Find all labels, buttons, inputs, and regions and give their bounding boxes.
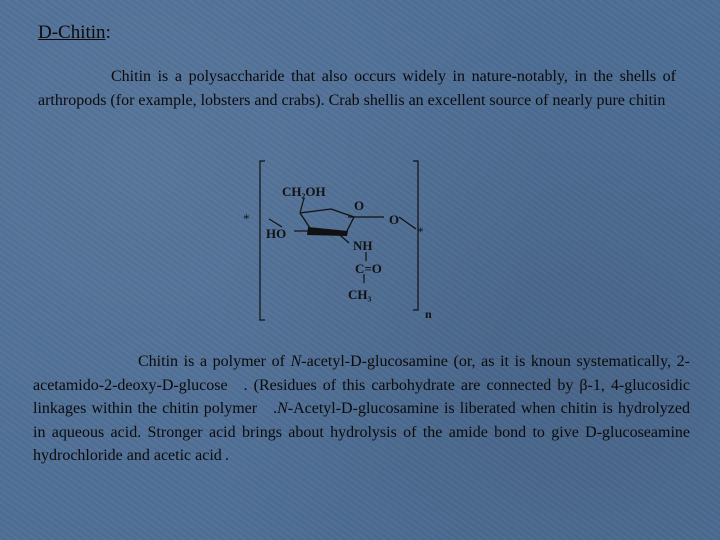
description-paragraph [33,350,690,468]
right-star-label: * [417,224,424,239]
title-text: D-Chitin [38,22,106,43]
methyl-label: CH₃ [348,287,372,302]
carbonyl-label: C=O [355,261,382,276]
n-italic-2: N [277,400,288,417]
repeat-n-label: n [425,307,432,321]
ring-front-edge [307,227,348,236]
chitin-structure-diagram [236,155,446,327]
left-star-label: * [243,211,250,226]
ring-oxygen-label: O [354,198,365,213]
p2-text-1: Chitin is a polymer of [138,353,291,370]
intro-paragraph: Chitin is a polysaccharide that also occurs widely in nature-notably, in the shells of arthropods (for example, lobsters and crabs). Crab shellis an excellent source of nearly pure chitin [38,68,676,109]
slide-title [38,22,111,44]
left-bracket [260,161,265,320]
hydroxyl-label: HO [266,226,287,241]
amine-label: NH [353,238,373,253]
p2-text-3: -Acetyl-D-glucosamine is liberated when chitin is hydrolyzed in aqueous acid. Stronger acid brings about hydrolysis of the amide bond to give D-glucoseamine hydrochloride and acetic acid . [33,400,691,464]
ch2oh-label: CH₂OH [282,184,326,199]
title-colon: : [105,22,111,43]
glycosidic-oxygen-label: O [389,212,400,227]
n-italic-1: N [290,353,302,370]
p2-text-2: -acetyl-D-glucosamine (or, as it is knoun systematically, 2-acetamido-2-deoxy-D-glucose . (Residues of this carbohydrate are connected by β-1, 4-glucosidic linkages within the chitin polymer . [33,353,691,417]
